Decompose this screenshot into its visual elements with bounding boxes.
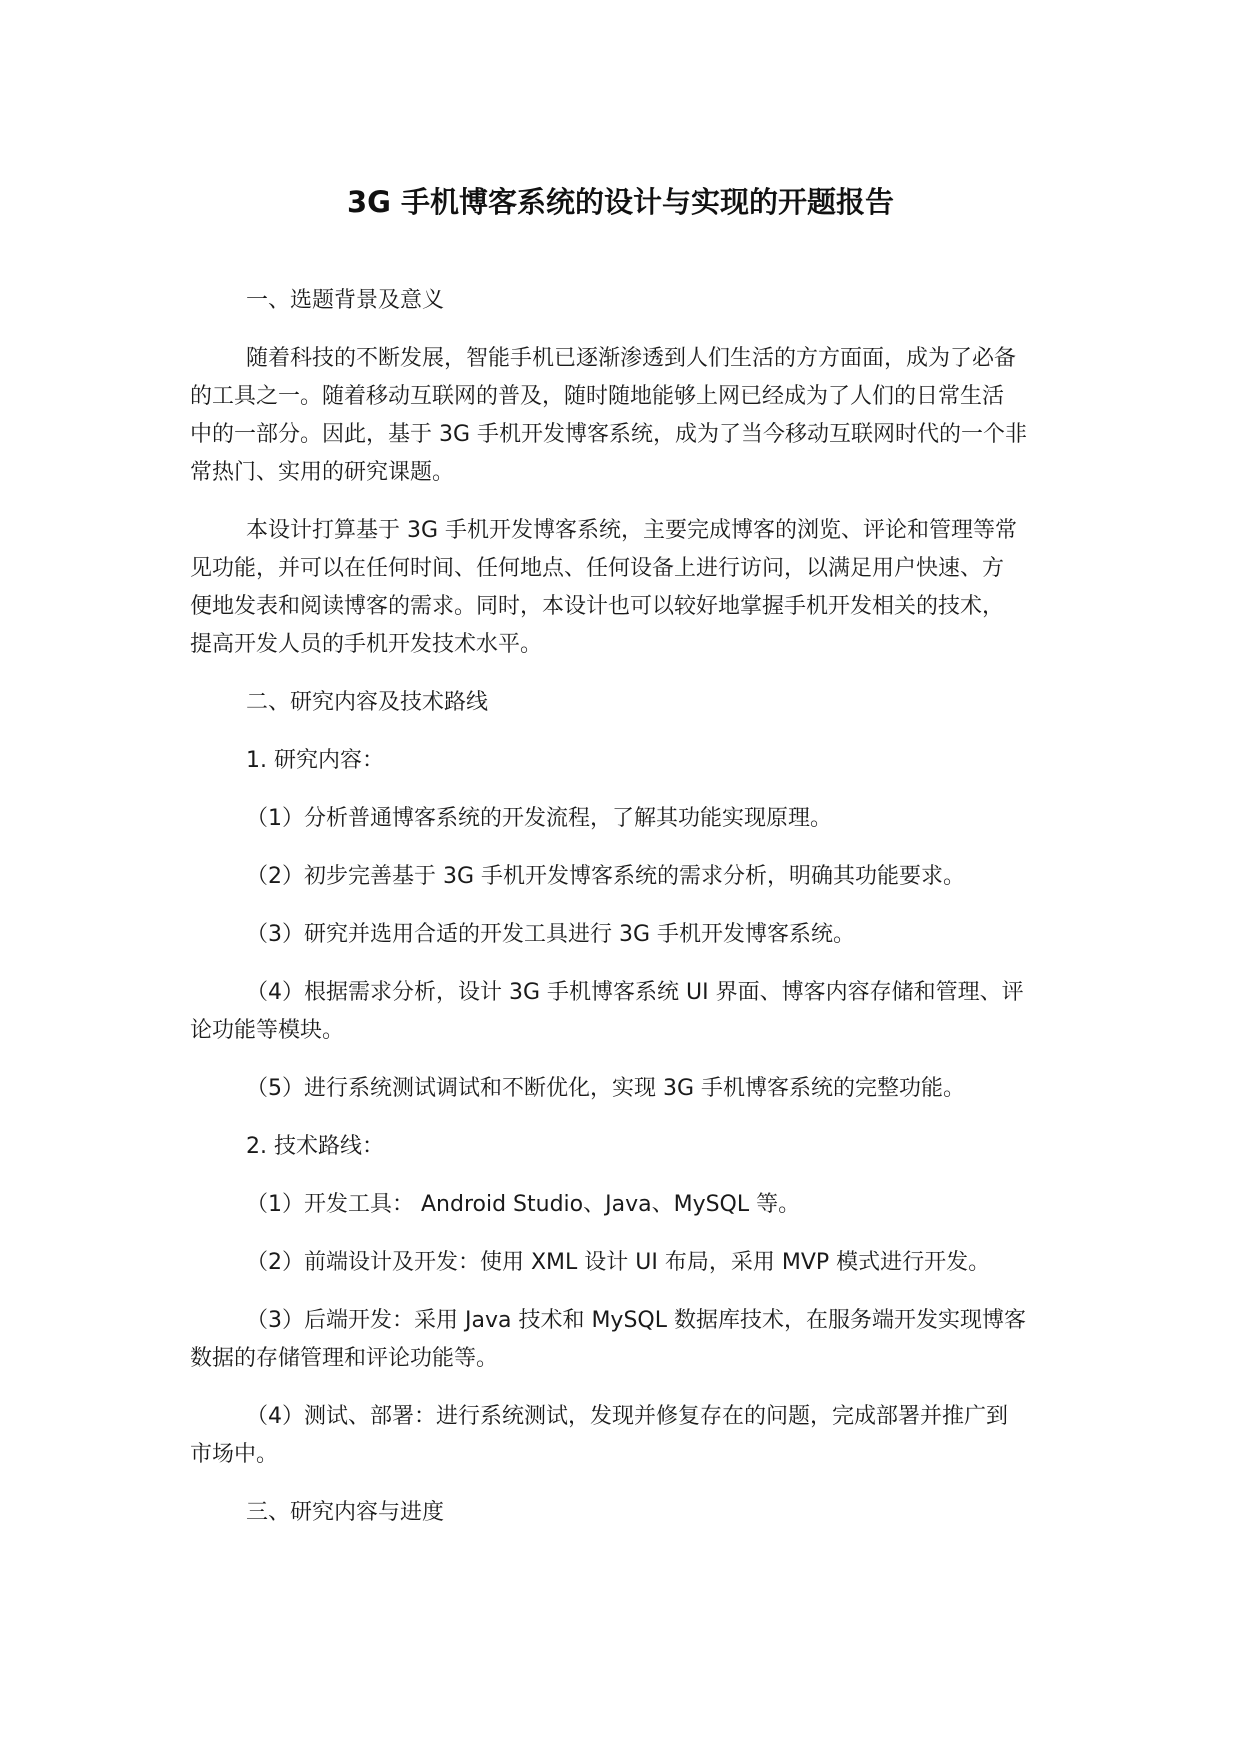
list-item: （5）进行系统测试调试和不断优化，实现 3G 手机博客系统的完整功能。 [246,1076,966,1101]
section-heading-research: 二、研究内容及技术路线 [246,690,489,715]
subsection-heading-tech-route: 2. 技术路线： [246,1134,384,1159]
list-item: （1）分析普通博客系统的开发流程，了解其功能实现原理。 [246,806,832,831]
section-heading-background: 一、选题背景及意义 [246,288,445,313]
paragraph-background [190,340,1062,492]
list-item-line: （4）测试、部署：进行系统测试，发现并修复存在的问题，完成部署并推广到 [246,1404,1008,1429]
list-item-line: （4）根据需求分析，设计 3G 手机博客系统 UI 界面、博客内容存储和管理、评 [246,980,1024,1005]
paragraph-line: 的工具之一。随着移动互联网的普及，随时随地能够上网已经成为了人们的日常生活 [190,384,1005,409]
list-item-line: 数据的存储管理和评论功能等。 [190,1346,499,1371]
list-item-line: 市场中。 [190,1442,279,1467]
list-item [190,1398,1062,1474]
list-item-line: 论功能等模块。 [190,1018,345,1043]
paragraph-line: 随着科技的不断发展，智能手机已逐渐渗透到人们生活的方方面面，成为了必备 [246,346,1017,371]
list-item: （3）研究并选用合适的开发工具进行 3G 手机开发博客系统。 [246,922,856,947]
list-item [190,1302,1062,1378]
list-item: （2）前端设计及开发：使用 XML 设计 UI 布局，采用 MVP 模式进行开发。 [246,1250,991,1275]
list-item-line: （3）后端开发：采用 Java 技术和 MySQL 数据库技术，在服务端开发实现博客 [246,1308,1026,1333]
subsection-heading-content: 1. 研究内容： [246,748,384,773]
paragraph-line: 见功能，并可以在任何时间、任何地点、任何设备上进行访问，以满足用户快速、方 [190,556,1005,581]
document-body [190,282,1062,1532]
paragraph-design-plan [190,512,1062,664]
paragraph-line: 便地发表和阅读博客的需求。同时，本设计也可以较好地掌握手机开发相关的技术， [190,594,1005,619]
paragraph-line: 提高开发人员的手机开发技术水平。 [190,632,543,657]
list-item: （1）开发工具： Android Studio、Java、MySQL 等。 [246,1192,801,1217]
paragraph-line: 常热门、实用的研究课题。 [190,460,455,485]
paragraph-line: 中的一部分。因此，基于 3G 手机开发博客系统，成为了当今移动互联网时代的一个非 [190,422,1028,447]
list-item: （2）初步完善基于 3G 手机开发博客系统的需求分析，明确其功能要求。 [246,864,966,889]
document-title: 3G 手机博客系统的设计与实现的开题报告 [346,185,895,219]
list-item [190,974,1062,1050]
section-heading-progress: 三、研究内容与进度 [246,1500,445,1525]
paragraph-line: 本设计打算基于 3G 手机开发博客系统，主要完成博客的浏览、评论和管理等常 [246,518,1018,543]
